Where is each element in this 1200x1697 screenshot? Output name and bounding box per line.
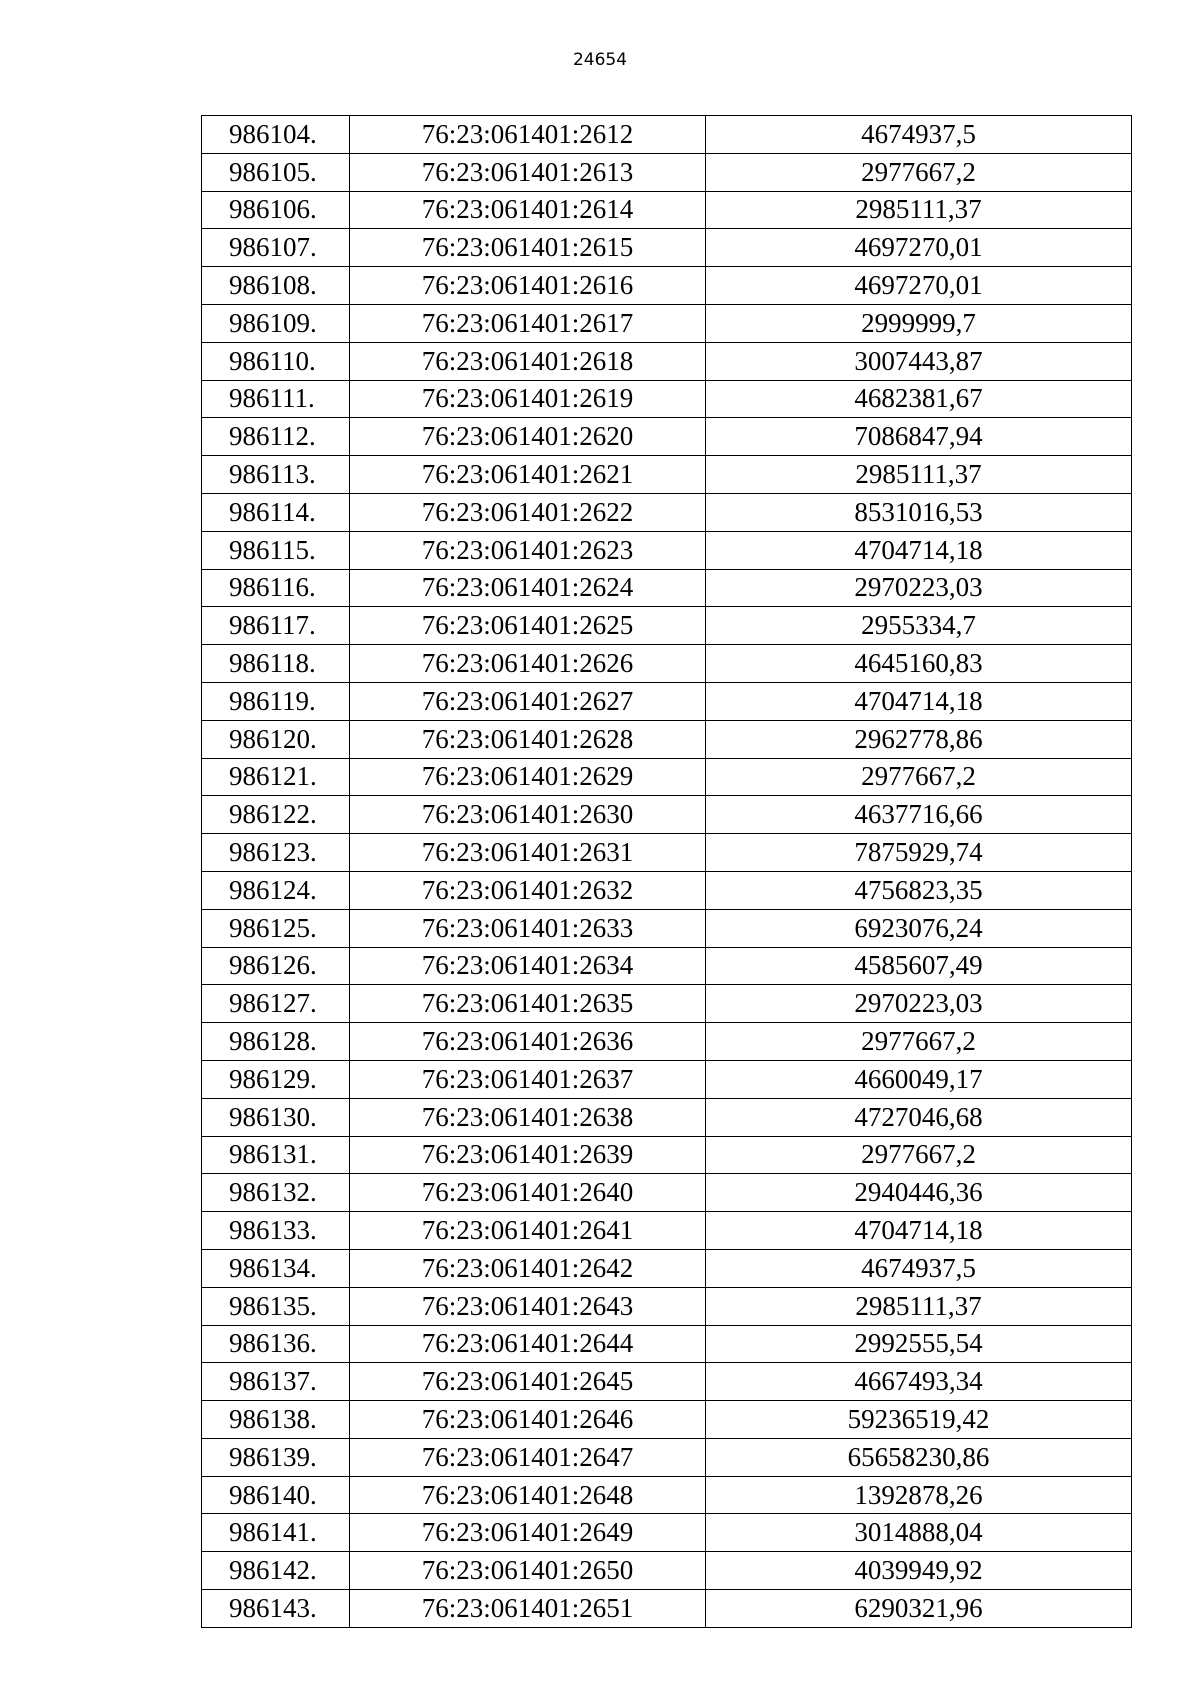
cadastral-value-cell: 2977667,2: [706, 1023, 1132, 1061]
cadastral-value-cell: 2940446,36: [706, 1174, 1132, 1212]
table-row: [202, 947, 1132, 985]
table-row: [202, 985, 1132, 1023]
row-number-cell: 986136.: [202, 1325, 350, 1363]
row-number-cell: 986111.: [202, 380, 350, 418]
row-number-cell: 986121.: [202, 758, 350, 796]
row-number-cell: 986105.: [202, 153, 350, 191]
table-row: [202, 758, 1132, 796]
cadastral-number-cell: 76:23:061401:2619: [350, 380, 706, 418]
table-row: [202, 418, 1132, 456]
cadastral-number-cell: 76:23:061401:2622: [350, 493, 706, 531]
row-number-cell: 986109.: [202, 304, 350, 342]
cadastral-value-cell: 4674937,5: [706, 1249, 1132, 1287]
table-row: [202, 682, 1132, 720]
cadastral-number-cell: 76:23:061401:2629: [350, 758, 706, 796]
cadastral-number-cell: 76:23:061401:2630: [350, 796, 706, 834]
table-row: [202, 1060, 1132, 1098]
row-number-cell: 986138.: [202, 1401, 350, 1439]
table-row: [202, 871, 1132, 909]
table-row: [202, 1098, 1132, 1136]
row-number-cell: 986141.: [202, 1514, 350, 1552]
cadastral-number-cell: 76:23:061401:2612: [350, 116, 706, 154]
page-number: 24654: [572, 50, 628, 70]
cadastral-value-cell: 4667493,34: [706, 1363, 1132, 1401]
cadastral-value-cell: 4637716,66: [706, 796, 1132, 834]
row-number-cell: 986116.: [202, 569, 350, 607]
cadastral-value-cell: 4039949,92: [706, 1552, 1132, 1590]
cadastral-number-cell: 76:23:061401:2647: [350, 1438, 706, 1476]
cadastral-value-cell: 2999999,7: [706, 304, 1132, 342]
cadastral-value-cell: 1392878,26: [706, 1476, 1132, 1514]
row-number-cell: 986107.: [202, 229, 350, 267]
row-number-cell: 986118.: [202, 645, 350, 683]
cadastral-value-cell: 4756823,35: [706, 871, 1132, 909]
table-row: [202, 1401, 1132, 1439]
cadastral-value-cell: 4704714,18: [706, 682, 1132, 720]
cadastral-value-cell: 8531016,53: [706, 493, 1132, 531]
row-number-cell: 986132.: [202, 1174, 350, 1212]
table-row: [202, 1363, 1132, 1401]
row-number-cell: 986104.: [202, 116, 350, 154]
cadastral-value-cell: 4674937,5: [706, 116, 1132, 154]
cadastral-number-cell: 76:23:061401:2637: [350, 1060, 706, 1098]
cadastral-value-cell: 2977667,2: [706, 1136, 1132, 1174]
table-row: [202, 796, 1132, 834]
cadastral-value-cell: 7875929,74: [706, 834, 1132, 872]
cadastral-value-cell: 7086847,94: [706, 418, 1132, 456]
cadastral-number-cell: 76:23:061401:2634: [350, 947, 706, 985]
table-row: [202, 267, 1132, 305]
table-row: [202, 116, 1132, 154]
cadastral-value-cell: 2970223,03: [706, 985, 1132, 1023]
cadastral-value-cell: 4704714,18: [706, 1212, 1132, 1250]
cadastral-number-cell: 76:23:061401:2638: [350, 1098, 706, 1136]
cadastral-number-cell: 76:23:061401:2623: [350, 531, 706, 569]
cadastral-number-cell: 76:23:061401:2627: [350, 682, 706, 720]
row-number-cell: 986110.: [202, 342, 350, 380]
cadastral-number-cell: 76:23:061401:2632: [350, 871, 706, 909]
table-row: [202, 380, 1132, 418]
cadastral-value-cell: 4697270,01: [706, 229, 1132, 267]
row-number-cell: 986139.: [202, 1438, 350, 1476]
cadastral-value-cell: 2985111,37: [706, 1287, 1132, 1325]
cadastral-number-cell: 76:23:061401:2635: [350, 985, 706, 1023]
row-number-cell: 986114.: [202, 493, 350, 531]
table-row: [202, 834, 1132, 872]
cadastral-number-cell: 76:23:061401:2645: [350, 1363, 706, 1401]
table-row: [202, 342, 1132, 380]
row-number-cell: 986122.: [202, 796, 350, 834]
cadastral-value-cell: 2977667,2: [706, 153, 1132, 191]
table-row: [202, 1552, 1132, 1590]
table-row: [202, 607, 1132, 645]
cadastral-value-cell: 4682381,67: [706, 380, 1132, 418]
row-number-cell: 986128.: [202, 1023, 350, 1061]
cadastral-number-cell: 76:23:061401:2643: [350, 1287, 706, 1325]
row-number-cell: 986115.: [202, 531, 350, 569]
row-number-cell: 986106.: [202, 191, 350, 229]
cadastral-number-cell: 76:23:061401:2628: [350, 720, 706, 758]
cadastral-value-cell: 2992555,54: [706, 1325, 1132, 1363]
row-number-cell: 986135.: [202, 1287, 350, 1325]
row-number-cell: 986127.: [202, 985, 350, 1023]
cadastral-value-cell: 3007443,87: [706, 342, 1132, 380]
table-row: [202, 909, 1132, 947]
cadastral-number-cell: 76:23:061401:2641: [350, 1212, 706, 1250]
table-row: [202, 1174, 1132, 1212]
row-number-cell: 986133.: [202, 1212, 350, 1250]
table-row: [202, 1287, 1132, 1325]
cadastral-number-cell: 76:23:061401:2648: [350, 1476, 706, 1514]
cadastral-number-cell: 76:23:061401:2625: [350, 607, 706, 645]
row-number-cell: 986117.: [202, 607, 350, 645]
cadastral-value-cell: 3014888,04: [706, 1514, 1132, 1552]
cadastral-value-cell: 4660049,17: [706, 1060, 1132, 1098]
table-row: [202, 1212, 1132, 1250]
cadastral-value-cell: 4585607,49: [706, 947, 1132, 985]
row-number-cell: 986113.: [202, 456, 350, 494]
cadastral-value-cell: 4704714,18: [706, 531, 1132, 569]
table-row: [202, 153, 1132, 191]
cadastral-value-cell: 65658230,86: [706, 1438, 1132, 1476]
table-row: [202, 1023, 1132, 1061]
cadastral-value-table: [201, 115, 1132, 1628]
cadastral-value-cell: 2955334,7: [706, 607, 1132, 645]
row-number-cell: 986130.: [202, 1098, 350, 1136]
cadastral-number-cell: 76:23:061401:2633: [350, 909, 706, 947]
row-number-cell: 986112.: [202, 418, 350, 456]
cadastral-number-cell: 76:23:061401:2613: [350, 153, 706, 191]
cadastral-value-cell: 2977667,2: [706, 758, 1132, 796]
table-row: [202, 1514, 1132, 1552]
table-row: [202, 1438, 1132, 1476]
cadastral-number-cell: 76:23:061401:2651: [350, 1590, 706, 1628]
cadastral-number-cell: 76:23:061401:2618: [350, 342, 706, 380]
table-row: [202, 304, 1132, 342]
cadastral-value-cell: 4697270,01: [706, 267, 1132, 305]
cadastral-number-cell: 76:23:061401:2644: [350, 1325, 706, 1363]
table-row: [202, 456, 1132, 494]
cadastral-value-cell: 4645160,83: [706, 645, 1132, 683]
row-number-cell: 986142.: [202, 1552, 350, 1590]
cadastral-value-cell: 4727046,68: [706, 1098, 1132, 1136]
cadastral-value-cell: 2962778,86: [706, 720, 1132, 758]
row-number-cell: 986123.: [202, 834, 350, 872]
table-row: [202, 569, 1132, 607]
row-number-cell: 986108.: [202, 267, 350, 305]
table-row: [202, 720, 1132, 758]
table-row: [202, 645, 1132, 683]
cadastral-number-cell: 76:23:061401:2620: [350, 418, 706, 456]
row-number-cell: 986134.: [202, 1249, 350, 1287]
cadastral-number-cell: 76:23:061401:2626: [350, 645, 706, 683]
cadastral-number-cell: 76:23:061401:2649: [350, 1514, 706, 1552]
cadastral-number-cell: 76:23:061401:2642: [350, 1249, 706, 1287]
table-row: [202, 493, 1132, 531]
table-row: [202, 229, 1132, 267]
table-row: [202, 1476, 1132, 1514]
cadastral-number-cell: 76:23:061401:2646: [350, 1401, 706, 1439]
row-number-cell: 986125.: [202, 909, 350, 947]
cadastral-number-cell: 76:23:061401:2631: [350, 834, 706, 872]
cadastral-value-cell: 2985111,37: [706, 456, 1132, 494]
row-number-cell: 986120.: [202, 720, 350, 758]
table-row: [202, 1325, 1132, 1363]
table-row: [202, 1590, 1132, 1628]
cadastral-value-cell: 2970223,03: [706, 569, 1132, 607]
row-number-cell: 986143.: [202, 1590, 350, 1628]
table-row: [202, 191, 1132, 229]
cadastral-number-cell: 76:23:061401:2614: [350, 191, 706, 229]
row-number-cell: 986119.: [202, 682, 350, 720]
cadastral-number-cell: 76:23:061401:2615: [350, 229, 706, 267]
row-number-cell: 986124.: [202, 871, 350, 909]
cadastral-number-cell: 76:23:061401:2624: [350, 569, 706, 607]
table-row: [202, 1136, 1132, 1174]
row-number-cell: 986131.: [202, 1136, 350, 1174]
row-number-cell: 986140.: [202, 1476, 350, 1514]
table-body: [202, 116, 1132, 1628]
cadastral-number-cell: 76:23:061401:2621: [350, 456, 706, 494]
row-number-cell: 986126.: [202, 947, 350, 985]
cadastral-number-cell: 76:23:061401:2617: [350, 304, 706, 342]
cadastral-number-cell: 76:23:061401:2650: [350, 1552, 706, 1590]
row-number-cell: 986137.: [202, 1363, 350, 1401]
cadastral-number-cell: 76:23:061401:2639: [350, 1136, 706, 1174]
cadastral-number-cell: 76:23:061401:2640: [350, 1174, 706, 1212]
row-number-cell: 986129.: [202, 1060, 350, 1098]
table-row: [202, 1249, 1132, 1287]
cadastral-value-cell: 59236519,42: [706, 1401, 1132, 1439]
cadastral-value-cell: 2985111,37: [706, 191, 1132, 229]
cadastral-number-cell: 76:23:061401:2616: [350, 267, 706, 305]
cadastral-number-cell: 76:23:061401:2636: [350, 1023, 706, 1061]
table-row: [202, 531, 1132, 569]
cadastral-value-cell: 6923076,24: [706, 909, 1132, 947]
cadastral-value-cell: 6290321,96: [706, 1590, 1132, 1628]
